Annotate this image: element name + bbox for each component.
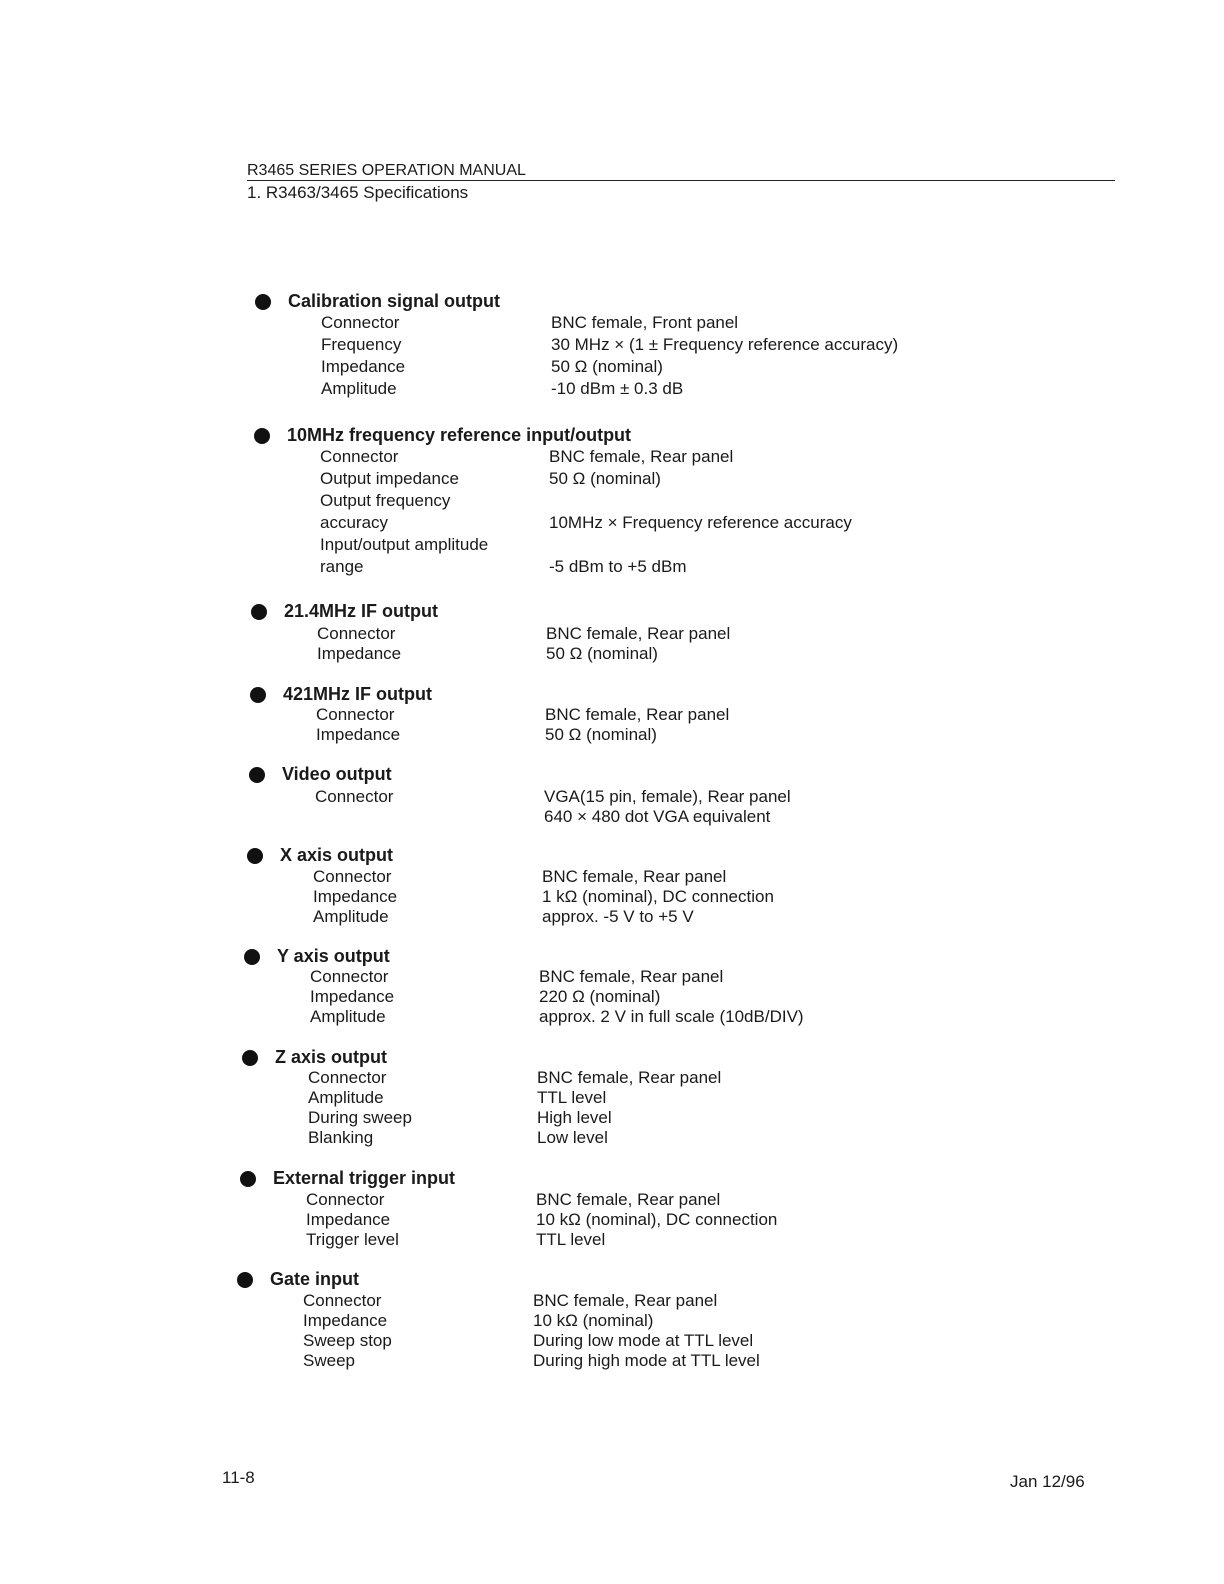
- spec-label: Trigger level: [306, 1230, 399, 1249]
- spec-row: [237, 1311, 997, 1331]
- section-title: Calibration signal output: [288, 291, 500, 311]
- spec-label: Impedance: [317, 644, 402, 663]
- spec-section: [242, 1046, 1002, 1148]
- bullet-icon: [244, 949, 260, 965]
- spec-label: Impedance: [313, 887, 398, 906]
- spec-label: Impedance: [310, 987, 395, 1006]
- spec-label: Connector: [315, 787, 394, 806]
- spec-section: [240, 1167, 1000, 1250]
- spec-value: 10 kΩ (nominal): [533, 1311, 654, 1330]
- spec-value: BNC female, Rear panel: [539, 967, 724, 986]
- bullet-icon: [242, 1050, 258, 1066]
- spec-section: [254, 424, 1014, 578]
- spec-row: [240, 1190, 1000, 1210]
- section-title: Gate input: [270, 1269, 359, 1289]
- spec-value: BNC female, Rear panel: [533, 1291, 718, 1310]
- spec-label: Amplitude: [308, 1088, 384, 1107]
- spec-row: [240, 1210, 1000, 1230]
- spec-row: [249, 787, 1009, 807]
- spec-row: [240, 1230, 1000, 1250]
- bullet-icon: [237, 1272, 253, 1288]
- spec-row: [255, 378, 1015, 400]
- section-heading: [242, 1046, 1002, 1068]
- chapter-title: 1. R3463/3465 Specifications: [247, 183, 469, 202]
- spec-value: 50 Ω (nominal): [545, 725, 657, 744]
- spec-row: [242, 1088, 1002, 1108]
- spec-label: Connector: [310, 967, 389, 986]
- spec-value: -5 dBm to +5 dBm: [549, 557, 687, 576]
- spec-row: [244, 1007, 1004, 1027]
- spec-label: Connector: [308, 1068, 387, 1087]
- spec-label: Blanking: [308, 1128, 374, 1147]
- section-title: 21.4MHz IF output: [284, 601, 438, 621]
- section-heading: [249, 763, 1009, 785]
- spec-value: BNC female, Rear panel: [536, 1190, 721, 1209]
- spec-section: [251, 600, 1011, 664]
- spec-section: [244, 945, 1004, 1027]
- spec-label: Connector: [306, 1190, 385, 1209]
- spec-label: Connector: [313, 867, 392, 886]
- spec-row: [254, 468, 1014, 490]
- header-rule: [247, 180, 1115, 181]
- spec-value: BNC female, Rear panel: [545, 705, 730, 724]
- spec-row: [249, 807, 1009, 827]
- section-heading: [255, 290, 1015, 312]
- spec-value: BNC female, Rear panel: [542, 867, 727, 886]
- section-heading: [237, 1268, 997, 1290]
- spec-label: Connector: [317, 624, 396, 643]
- spec-label: Amplitude: [313, 907, 389, 926]
- spec-row: [254, 490, 1014, 512]
- spec-section: [247, 844, 1007, 927]
- section-heading: [240, 1167, 1000, 1189]
- spec-row: [251, 644, 1011, 664]
- spec-value: 30 MHz × (1 ± Frequency reference accuracy): [551, 335, 899, 354]
- spec-row: [247, 887, 1007, 907]
- spec-row: [244, 987, 1004, 1007]
- spec-value: BNC female, Rear panel: [549, 447, 734, 466]
- spec-section: [255, 290, 1015, 400]
- spec-row: [255, 334, 1015, 356]
- bullet-icon: [254, 428, 270, 444]
- spec-value: 50 Ω (nominal): [551, 357, 663, 376]
- spec-value: 10 kΩ (nominal), DC connection: [536, 1210, 778, 1229]
- spec-value: TTL level: [537, 1088, 607, 1107]
- section-heading: [250, 683, 1010, 705]
- spec-row: [254, 512, 1014, 534]
- section-heading: [247, 844, 1007, 866]
- spec-label: During sweep: [308, 1108, 412, 1127]
- spec-label: Sweep: [303, 1351, 355, 1370]
- section-heading: [251, 600, 1011, 622]
- spec-value: -10 dBm ± 0.3 dB: [551, 379, 684, 398]
- spec-label: Connector: [320, 447, 399, 466]
- bullet-icon: [240, 1171, 256, 1187]
- spec-label: Impedance: [316, 725, 401, 744]
- spec-label: Connector: [316, 705, 395, 724]
- spec-section: [249, 763, 1009, 827]
- spec-value: During low mode at TTL level: [533, 1331, 754, 1350]
- page-number: 11-8: [222, 1468, 255, 1487]
- spec-row: [237, 1331, 997, 1351]
- spec-row: [251, 624, 1011, 644]
- spec-row: [250, 725, 1010, 745]
- spec-value: 220 Ω (nominal): [539, 987, 661, 1006]
- bullet-icon: [251, 604, 267, 620]
- spec-row: [242, 1128, 1002, 1148]
- running-header: [247, 161, 1115, 204]
- spec-row: [237, 1351, 997, 1371]
- spec-value: approx. -5 V to +5 V: [542, 907, 694, 926]
- section-title: External trigger input: [273, 1168, 456, 1188]
- spec-label: Frequency: [321, 335, 402, 354]
- spec-value: BNC female, Rear panel: [537, 1068, 722, 1087]
- section-title: Video output: [282, 764, 392, 784]
- spec-label: Amplitude: [321, 379, 397, 398]
- spec-value: 50 Ω (nominal): [549, 469, 661, 488]
- section-heading: [244, 945, 1004, 967]
- section-title: 421MHz IF output: [283, 684, 432, 704]
- spec-section: [250, 683, 1010, 745]
- spec-value: VGA(15 pin, female), Rear panel: [544, 787, 791, 806]
- spec-label: Output impedance: [320, 469, 459, 488]
- spec-value: During high mode at TTL level: [533, 1351, 760, 1370]
- spec-label: Connector: [321, 313, 400, 332]
- spec-row: [255, 312, 1015, 334]
- spec-label: Impedance: [321, 357, 406, 376]
- section-title: 10MHz frequency reference input/output: [287, 425, 632, 445]
- spec-label: Input/output amplitude: [320, 535, 489, 554]
- spec-row: [244, 967, 1004, 987]
- spec-row: [255, 356, 1015, 378]
- section-title: Y axis output: [277, 946, 390, 966]
- spec-row: [254, 534, 1014, 556]
- spec-section: [237, 1268, 997, 1371]
- bullet-icon: [255, 294, 271, 310]
- section-heading: [254, 424, 1014, 446]
- spec-label: Output frequency: [320, 491, 451, 510]
- spec-value: 640 × 480 dot VGA equivalent: [544, 807, 771, 826]
- spec-row: [242, 1108, 1002, 1128]
- spec-row: [250, 705, 1010, 725]
- bullet-icon: [250, 687, 266, 703]
- spec-row: [254, 556, 1014, 578]
- revision-date: Jan 12/96: [1010, 1472, 1085, 1491]
- spec-label: range: [320, 557, 364, 576]
- spec-row: [242, 1068, 1002, 1088]
- manual-title: R3465 SERIES OPERATION MANUAL: [247, 162, 526, 179]
- section-title: X axis output: [280, 845, 394, 865]
- spec-row: [254, 446, 1014, 468]
- spec-row: [237, 1291, 997, 1311]
- spec-value: 10MHz × Frequency reference accuracy: [549, 513, 852, 532]
- spec-value: BNC female, Rear panel: [546, 624, 731, 643]
- spec-value: BNC female, Front panel: [551, 313, 739, 332]
- spec-value: approx. 2 V in full scale (10dB/DIV): [539, 1007, 804, 1026]
- spec-row: [247, 867, 1007, 887]
- spec-label: accuracy: [320, 513, 389, 532]
- spec-label: Amplitude: [310, 1007, 386, 1026]
- spec-label: Sweep stop: [303, 1331, 392, 1350]
- bullet-icon: [247, 848, 263, 864]
- spec-value: 50 Ω (nominal): [546, 644, 658, 663]
- section-title: Z axis output: [275, 1047, 387, 1067]
- spec-value: TTL level: [536, 1230, 606, 1249]
- spec-value: Low level: [537, 1128, 608, 1147]
- spec-value: High level: [537, 1108, 612, 1127]
- spec-label: Impedance: [306, 1210, 391, 1229]
- bullet-icon: [249, 767, 265, 783]
- spec-label: Impedance: [303, 1311, 388, 1330]
- spec-row: [247, 907, 1007, 927]
- spec-label: Connector: [303, 1291, 382, 1310]
- spec-value: 1 kΩ (nominal), DC connection: [542, 887, 774, 906]
